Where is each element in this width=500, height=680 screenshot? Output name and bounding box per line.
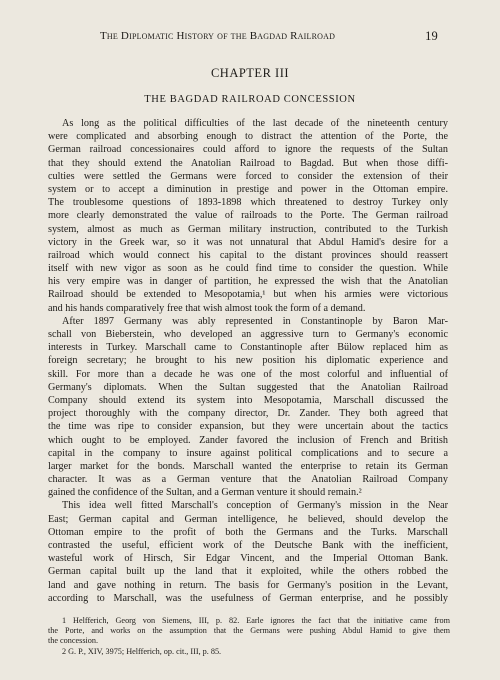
text-line: that they should extend the Anatolian Railroad to Bagdad. But when those diffi- [48, 157, 448, 169]
text-line: Railroad should be extended to Mesopotamia,¹ but when his armies were victorious [48, 289, 448, 301]
text-line: land and gave nothing in return. The basis for Germany's position in the Levant, [48, 579, 448, 591]
text-line: his very empire was in danger of partition, he expressed the wish that the Anatolian [48, 276, 448, 288]
text-line: victory in the Greek war, so it was not unnatural that Abdul Hamid's desire for a [48, 236, 448, 248]
text-line: project thoroughly with the company director, Dr. Zander. They both agreed that [48, 408, 448, 420]
text-line: itself with new vigor as soon as he could find time to consider the question. While [48, 263, 448, 275]
text-line: German capital built up the land that it exploited, while the others robbed the [48, 566, 448, 578]
text-line: railroad which would connect his capital to the distant provinces should reassert [48, 249, 448, 261]
text-line: which ought to be employed. Zander favored the inclusion of French and British [48, 434, 448, 446]
text-line: The troublesome questions of 1893-1898 which threatened to destroy Turkey only [48, 197, 448, 209]
text-line: larger market for the bonds. Marschall wanted the enterprise to retain its German [48, 460, 448, 472]
text-line: culties were settled the Germans were forced to consider the extension of their [48, 170, 448, 182]
text-line: more clearly demonstrated the value of railroads to the Porte. The German railroad [48, 210, 448, 222]
text-line: This idea well fitted Marschall's conception of Germany's mission in the Near [62, 500, 448, 512]
text-line: character. It was as a German venture that the Anatolian Railroad Company [48, 474, 448, 486]
text-line: skill. For more than a decade he was one of the most colorful and influential of [48, 368, 448, 380]
footnotes [48, 616, 450, 657]
text-line: After 1897 Germany was ably represented in Constantinople by Baron Mar- [62, 315, 448, 327]
footnote-line: the Porte, and works on the assumption that the Germans were pushing Abdul Hamid to give them [48, 626, 450, 636]
text-line: according to Marschall, was the usefulness of German enterprise, and he possibly [48, 592, 448, 604]
text-line: were complicated and absorbing enough to distract the attention of the Porte, the [48, 131, 448, 143]
text-line: schall von Bieberstein, who developed an aggressive turn to Germany's economic [48, 329, 448, 340]
text-line: interests in Turkey. Marschall came to Constantinople after Bülow replaced him as [48, 342, 448, 354]
text-line: Company should extend its system into Mesopotamia, Marschall discussed the [48, 394, 448, 406]
footnote-line: 1 Helfferich, Georg von Siemens, III, p. 82. Earle ignores the fact that the initiative came from [62, 616, 450, 625]
footnote-line: 2 G. P., XIV, 3975; Helfferich, op. cit., III, p. 85. [62, 646, 222, 656]
text-line: wasteful work of Hirsch, Sir Edgar Vincent, and the Imperial Ottoman Bank. [48, 553, 448, 565]
text-line: capital in the company to insure against political complications and to secure a [48, 447, 448, 459]
text-line: German railroad concessionaires could afford to ignore the requests of the Sultan [48, 144, 448, 156]
text-line: system, almost as much as German military instruction, contributed to the Turkish [48, 223, 448, 235]
text-line: contrasted the useful, efficient work of the Deutsche Bank with the inefficient, [48, 540, 448, 551]
text-line: foreign secretary; he brought to his new position his diplomatic experience and [48, 355, 448, 367]
text-line: and his hands comparatively free that wish almost took the form of a demand. [48, 302, 366, 314]
text-line: East; German capital and German intelligence, he believed, should develop the [48, 513, 448, 525]
page-number: 19 [425, 29, 438, 43]
text-line: the time was ripe to consider expansion, but they were uncertain about the tactics [48, 421, 448, 433]
chapter-label: CHAPTER III [210, 66, 290, 80]
text-line: Ottoman empire to the profit of both the Germans and the Turks. Marschall [48, 526, 448, 538]
footnote-line: the concession. [48, 636, 99, 646]
text-line: Germany's diplomats. When the Sultan suggested that the Anatolian Railroad [48, 381, 448, 393]
text-line: gained the confidence of the Sultan, and a German venture it should remain.² [48, 487, 362, 499]
running-title: The Diplomatic History of the Bagdad Railroad [100, 30, 336, 42]
text-line: As long as the political difficulties of the last decade of the nineteenth century [62, 118, 448, 129]
body-text [48, 117, 448, 605]
text-line: system or to accept a diminution in prestige and power in the Ottoman empire. [48, 183, 448, 195]
chapter-title: THE BAGDAD RAILROAD CONCESSION [144, 94, 356, 105]
